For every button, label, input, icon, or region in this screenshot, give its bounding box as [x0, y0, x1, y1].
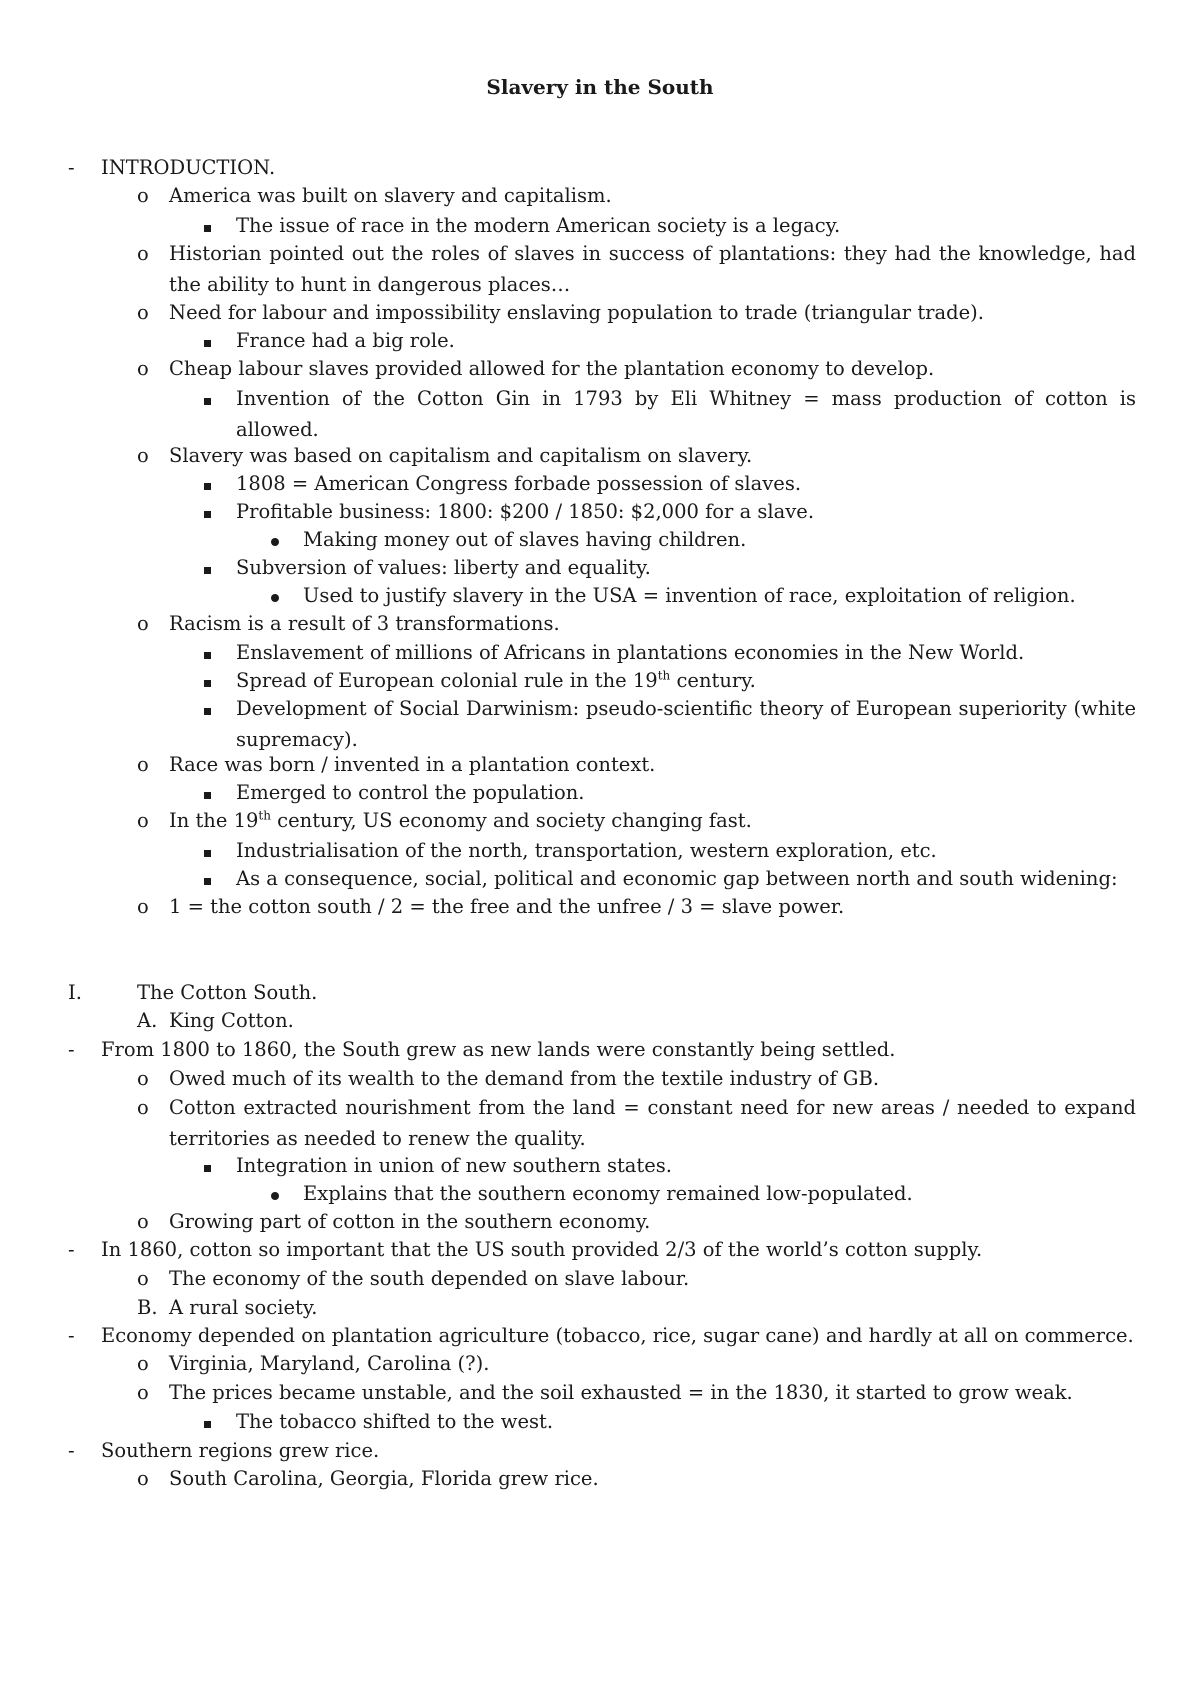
- outline-item-text: Virginia, Maryland, Carolina (?).: [169, 1352, 490, 1375]
- outline-item-text: Owed much of its wealth to the demand from the textile industry of GB.: [169, 1067, 880, 1090]
- dash-bullet: -: [68, 156, 75, 179]
- circle-bullet: o: [137, 301, 149, 324]
- circle-bullet: o: [137, 1467, 149, 1490]
- outline-item-text: South Carolina, Georgia, Florida grew rice.: [169, 1467, 599, 1490]
- outline-item-text: Used to justify slavery in the USA = invention of race, exploitation of religion.: [303, 584, 1076, 607]
- square-bullet: [204, 468, 211, 499]
- outline-item-text: King Cotton.: [169, 1009, 294, 1032]
- square-bullet: [204, 637, 211, 668]
- square-bullet: [204, 383, 211, 414]
- circle-bullet: o: [137, 612, 149, 635]
- outline-item-text: Emerged to control the population.: [236, 781, 585, 804]
- outline-item-text: The prices became unstable, and the soil exhausted = in the 1830, it started to grow weak.: [169, 1381, 1073, 1404]
- square-bullet: [204, 863, 211, 894]
- outline-item-text: Race was born / invented in a plantation context.: [169, 753, 656, 776]
- outline-item-text: Enslavement of millions of Africans in plantations economies in the New World.: [236, 641, 1025, 664]
- square-bullet: [204, 693, 211, 724]
- outline-item-text: America was built on slavery and capitalism.: [169, 184, 612, 207]
- outline-item-text: Development of Social Darwinism: pseudo-scientific theory of European superiority (white supremacy).: [236, 697, 1136, 751]
- outline-item-text: In 1860, cotton so important that the US south provided 2/3 of the world’s cotton supply.: [101, 1238, 983, 1261]
- dot-bullet: [271, 524, 279, 555]
- outline-item-text: [169, 805, 1136, 836]
- outline-item-text: Profitable business: 1800: $200 / 1850: $2,000 for a slave.: [236, 500, 815, 523]
- outline-item-text: Historian pointed out the roles of slaves in success of plantations: they had the knowledge, had the ability to hunt in dangerous places…: [169, 242, 1136, 296]
- outline-item-text: Subversion of values: liberty and equality.: [236, 556, 651, 579]
- outline-item-text: Integration in union of new southern states.: [236, 1154, 672, 1177]
- outline-item-text: INTRODUCTION.: [101, 156, 276, 179]
- outline-item-text: Racism is a result of 3 transformations.: [169, 612, 560, 635]
- text-part: century, US economy and society changing fast.: [270, 809, 752, 832]
- circle-bullet: o: [137, 895, 149, 918]
- circle-bullet: o: [137, 1267, 149, 1290]
- letter-marker: A.: [137, 1009, 158, 1032]
- outline-item-text: The issue of race in the modern American society is a legacy.: [236, 214, 841, 237]
- outline-item-text: Cheap labour slaves provided allowed for the plantation economy to develop.: [169, 357, 935, 380]
- circle-bullet: o: [137, 357, 149, 380]
- square-bullet: [204, 1406, 211, 1437]
- dot-bullet: [271, 1178, 279, 1209]
- square-bullet: [204, 210, 211, 241]
- dash-bullet: -: [68, 1439, 75, 1462]
- outline-item-text: Need for labour and impossibility enslaving population to trade (triangular trade).: [169, 301, 984, 324]
- outline-item-text: Making money out of slaves having children.: [303, 528, 747, 551]
- circle-bullet: o: [137, 1210, 149, 1233]
- circle-bullet: o: [137, 1096, 149, 1119]
- outline-item-text: Southern regions grew rice.: [101, 1439, 380, 1462]
- outline-item-text: Growing part of cotton in the southern economy.: [169, 1210, 651, 1233]
- text-part: century.: [670, 669, 756, 692]
- superscript: th: [258, 808, 271, 823]
- square-bullet: [204, 1150, 211, 1181]
- square-bullet: [204, 325, 211, 356]
- square-bullet: [204, 496, 211, 527]
- dot-bullet: [271, 580, 279, 611]
- outline-item-text: France had a big role.: [236, 329, 455, 352]
- outline-item-text: Slavery was based on capitalism and capitalism on slavery.: [169, 444, 753, 467]
- outline-item-text: The economy of the south depended on slave labour.: [169, 1267, 690, 1290]
- dash-bullet: -: [68, 1324, 75, 1347]
- outline-item-text: A rural society.: [169, 1296, 318, 1319]
- outline-item-text: From 1800 to 1860, the South grew as new lands were constantly being settled.: [101, 1038, 896, 1061]
- dash-bullet: -: [68, 1238, 75, 1261]
- outline-item-text: As a consequence, social, political and economic gap between north and south widening:: [236, 867, 1118, 890]
- text-part: Spread of European colonial rule in the 19: [236, 669, 658, 692]
- circle-bullet: o: [137, 242, 149, 265]
- outline-item-text: The Cotton South.: [137, 981, 318, 1004]
- circle-bullet: o: [137, 444, 149, 467]
- outline-item-text: Industrialisation of the north, transportation, western exploration, etc.: [236, 839, 937, 862]
- square-bullet: [204, 777, 211, 808]
- outline-item-text: 1808 = American Congress forbade possession of slaves.: [236, 472, 802, 495]
- square-bullet: [204, 552, 211, 583]
- roman-numeral: I.: [68, 981, 82, 1004]
- outline-item-text: Invention of the Cotton Gin in 1793 by Eli Whitney = mass production of cotton is allowed.: [236, 387, 1136, 441]
- circle-bullet: o: [137, 1381, 149, 1404]
- circle-bullet: o: [137, 1067, 149, 1090]
- circle-bullet: o: [137, 1352, 149, 1375]
- square-bullet: [204, 835, 211, 866]
- square-bullet: [204, 665, 211, 696]
- circle-bullet: o: [137, 809, 149, 832]
- outline-item-text: [236, 665, 1136, 696]
- outline-item-text: 1 = the cotton south / 2 = the free and the unfree / 3 = slave power.: [169, 895, 845, 918]
- letter-marker: B.: [137, 1296, 158, 1319]
- outline-item-text: Cotton extracted nourishment from the land = constant need for new areas / needed to expand territories as needed to renew the quality.: [169, 1096, 1136, 1150]
- text-part: In the 19: [169, 809, 259, 832]
- outline-item-text: Economy depended on plantation agriculture (tobacco, rice, sugar cane) and hardly at all on commerce.: [101, 1324, 1134, 1347]
- superscript: th: [657, 668, 671, 683]
- circle-bullet: o: [137, 184, 149, 207]
- circle-bullet: o: [137, 753, 149, 776]
- outline-item-text: The tobacco shifted to the west.: [236, 1410, 554, 1433]
- document-title: Slavery in the South: [486, 75, 714, 99]
- dash-bullet: -: [68, 1038, 75, 1061]
- outline-item-text: Explains that the southern economy remained low-populated.: [303, 1182, 913, 1205]
